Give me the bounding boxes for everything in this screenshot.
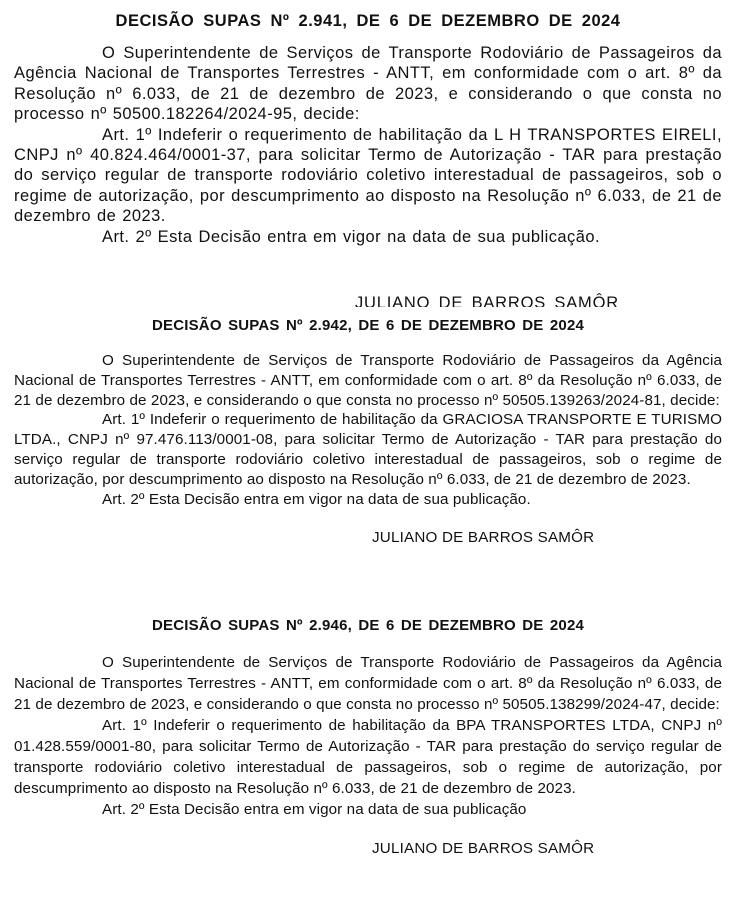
article-2-paragraph: Art. 2º Esta Decisão entra em vigor na data de sua publicação. [102,490,531,508]
decision-body [14,351,722,509]
article-2-paragraph: Art. 2º Esta Decisão entra em vigor na data de sua publicação [102,801,527,818]
article-1-paragraph: Art. 1º Indeferir o requerimento de habilitação da L H TRANSPORTES EIRELI, CNPJ nº 40.824.464/0001-37, para solicitar Termo de Autorização - TAR para prestação do serviço regular de transporte rodoviário coletivo interestadual de passageiros, sob o regime de autorização, por descumprimento ao disposto na Resolução nº 6.033, de 21 de dezembro de 2023. [14,125,722,226]
article-1-paragraph: Art. 1º Indeferir o requerimento de habilitação da BPA TRANSPORTES LTDA, CNPJ nº 01.428.559/0001-80, para solicitar Termo de Autorização - TAR para prestação do serviço regular de transporte rodoviário coletivo interestadual de passageiros, sob o regime de autorização, por descumprimento ao disposto na Resolução nº 6.033, de 21 de dezembro de 2023. [14,717,722,797]
preamble-paragraph: O Superintendente de Serviços de Transporte Rodoviário de Passageiros da Agência Nacional de Transportes Terrestres - ANTT, em conformidade com o art. 8º da Resolução nº 6.033, de 21 de dezembro de 2023, e considerando o que consta no processo nº 50500.182264/2024-95, decide: [14,44,722,124]
decision-2946 [14,615,722,853]
signature: JULIANO DE BARROS SAMÔR [355,294,619,307]
signature: JULIANO DE BARROS SAMÔR [372,840,595,853]
decision-title: DECISÃO SUPAS Nº 2.942, DE 6 DE DEZEMBRO DE 2024 [151,317,585,334]
article-1-paragraph: Art. 1º Indeferir o requerimento de habilitação da GRACIOSA TRANSPORTE E TURISMO LTDA., CNPJ nº 97.476.113/0001-08, para solicitar Termo de Autorização - TAR para prestação do serviço regular de transporte rodoviário coletivo interestadual de passageiros, sob o regime de autorização, por descumprimento ao disposto na Resolução nº 6.033, de 21 de dezembro de 2023. [14,411,722,488]
decision-2942 [14,315,722,547]
decision-2941 [14,9,722,307]
decision-body [14,652,722,820]
signature: JULIANO DE BARROS SAMÔR [372,529,595,547]
article-2-paragraph: Art. 2º Esta Decisão entra em vigor na data de sua publicação. [102,227,601,246]
preamble-paragraph: O Superintendente de Serviços de Transporte Rodoviário de Passageiros da Agência Nacional de Transportes Terrestres - ANTT, em conformidade com o art. 8º da Resolução nº 6.033, de 21 de dezembro de 2023, e considerando o que consta no processo nº 50505.139263/2024-81, decide: [14,352,722,409]
decision-body [14,43,722,247]
preamble-paragraph: O Superintendente de Serviços de Transporte Rodoviário de Passageiros da Agência Nacional de Transportes Terrestres - ANTT, em conformidade com o art. 8º da Resolução nº 6.033, de 21 de dezembro de 2023, e considerando o que consta no processo nº 50505.138299/2024-47, decide: [14,654,722,713]
decision-title: DECISÃO SUPAS Nº 2.941, DE 6 DE DEZEMBRO DE 2024 [115,12,621,30]
decision-title: DECISÃO SUPAS Nº 2.946, DE 6 DE DEZEMBRO DE 2024 [151,617,585,634]
